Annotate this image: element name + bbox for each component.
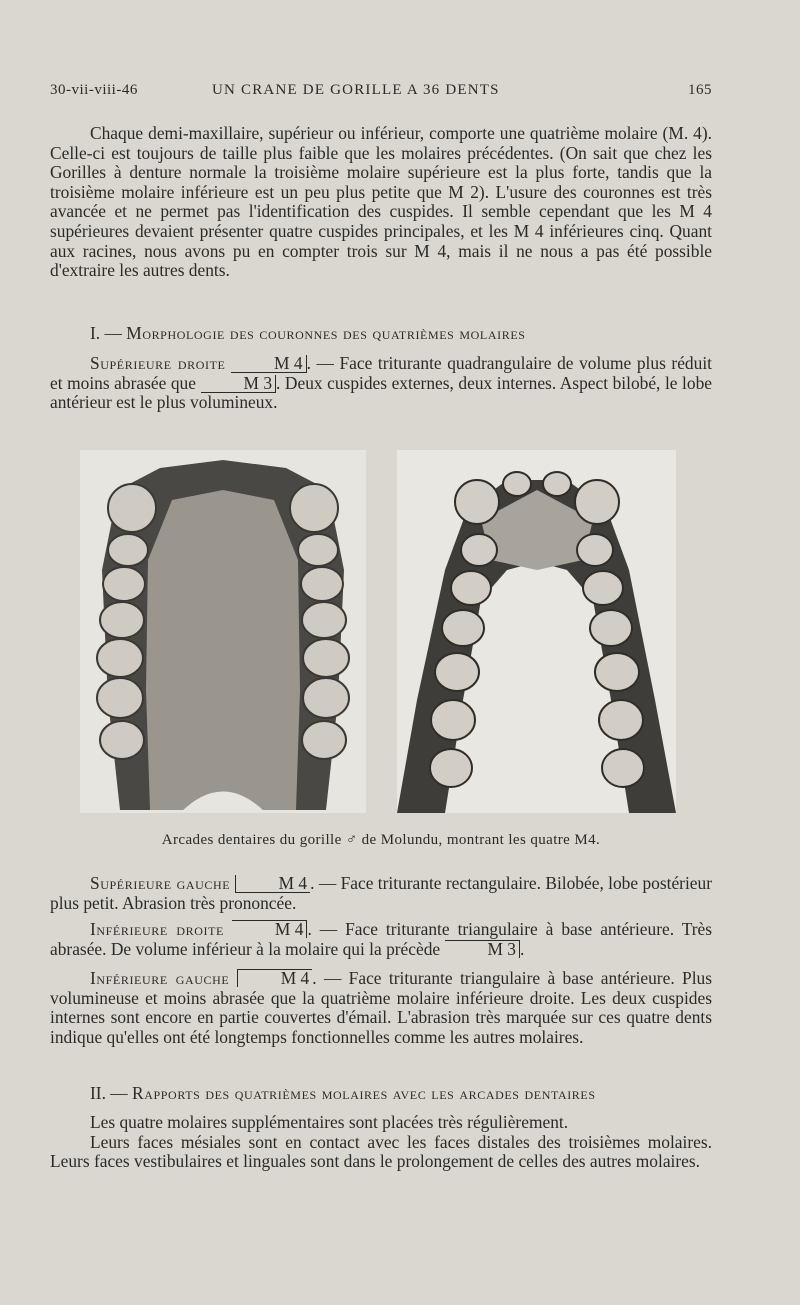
section-2-heading: [50, 1083, 712, 1103]
section-2-title: Rapports des quatrièmes molaires avec les arcades dentaires: [132, 1083, 596, 1103]
tooth-formula-m4-lower-left: M 4: [237, 969, 313, 987]
inf-gauche-text: . — Face triturante triangulaire à base antérieure. Plus volumineuse et moins abrasée que la quatrième molaire inférieure droite. Les deux cuspides internes sont encore en partie couvertes d'émail. L'abrasion très marquée sur ces quatre dents indique qu'elles ont été longtemps fonctionnelles comme les autres molaires.: [50, 968, 712, 1047]
tooth-formula-m4-upper-right: M 4: [231, 355, 307, 373]
tooth-formula-m4-lower-right: M 4: [232, 920, 308, 938]
sup-gauche-label: Supérieure gauche: [90, 873, 231, 893]
section-2-dash: —: [110, 1083, 128, 1103]
inf-droite-text-b: .: [520, 938, 525, 959]
inf-gauche-paragraph: [50, 969, 712, 1047]
inf-droite-label: Inférieure droite: [90, 919, 224, 939]
figure-caption: Arcades dentaires du gorille ♂ de Molundu, montrant les quatre M4.: [161, 832, 601, 848]
closing-paragraph-2: Leurs faces mésiales sont en contact avec les faces distales des troisièmes molaires. Leurs faces vestibulaires et linguales sont dans le prolongement de celles des autres molaires.: [50, 1131, 712, 1172]
section-2-number: II.: [90, 1083, 106, 1103]
intro-text: Chaque demi-maxillaire, supérieur ou inférieur, comporte une quatrième molaire (M. 4). Celle-ci est toujours de taille plus faible que les molaires précédentes. (On sait que chez les Gorilles à denture normale la troisième molaire supérieure est la plus forte, tandis que la troisième molaire inférieure est un peu plus petite que M 2). L'usure des couronnes est très avancée et ne permet pas l'identification des cuspides. Il semble cependant que les M 4 supérieures devaient présenter quatre cuspides principales, et les M 4 inférieures cinq. Quant aux racines, nous avons pu en compter trois sur M 4, mais il ne nous a pas été possible d'extraire les autres dents.: [50, 123, 712, 281]
sup-droite-text-a: . — Face triturante quadrangulaire de volume plus réduit et moins abrasée que: [50, 353, 712, 393]
tooth-formula-m3-lower-right: M 3: [445, 940, 521, 958]
page-number: 165: [688, 82, 712, 98]
closing-paragraph-1: Les quatre molaires supplémentaires sont placées très régulièrement.: [90, 1112, 569, 1132]
sup-gauche-text: . — Face triturante rectangulaire. Bilobée, lobe postérieur plus petit. Abrasion très prononcée.: [50, 873, 712, 913]
section-1-dash: —: [104, 323, 122, 343]
inf-droite-text-a: . — Face triturante triangulaire à base antérieure. Très abrasée. De volume inférieur à la molaire qui la précède: [50, 919, 712, 959]
inf-droite-paragraph: [50, 920, 712, 959]
section-1-number: I.: [90, 323, 101, 343]
inf-gauche-label: Inférieure gauche: [90, 968, 230, 988]
sup-droite-label: Supérieure droite: [90, 353, 226, 373]
closing-paragraphs: [50, 1113, 712, 1172]
tooth-formula-m3-upper-right: M 3: [201, 375, 277, 393]
section-1-title: Morphologie des couronnes des quatrièmes molaires: [126, 323, 526, 343]
lower-arcade-photo: [397, 450, 676, 813]
header-date: 30-vii-viii-46: [50, 82, 138, 98]
intro-paragraph: [50, 124, 712, 281]
header-title: UN CRANE DE GORILLE A 36 DENTS: [212, 82, 500, 98]
tooth-formula-m4-upper-left: M 4: [235, 875, 311, 893]
sup-gauche-paragraph: [50, 874, 712, 913]
sup-droite-paragraph: [50, 354, 712, 413]
sup-droite-text-b: . Deux cuspides externes, deux internes. Aspect bilobé, le lobe antérieur est le plus volumineux.: [50, 372, 712, 413]
upper-arcade-photo: [80, 450, 366, 813]
section-1-heading: [50, 323, 712, 343]
